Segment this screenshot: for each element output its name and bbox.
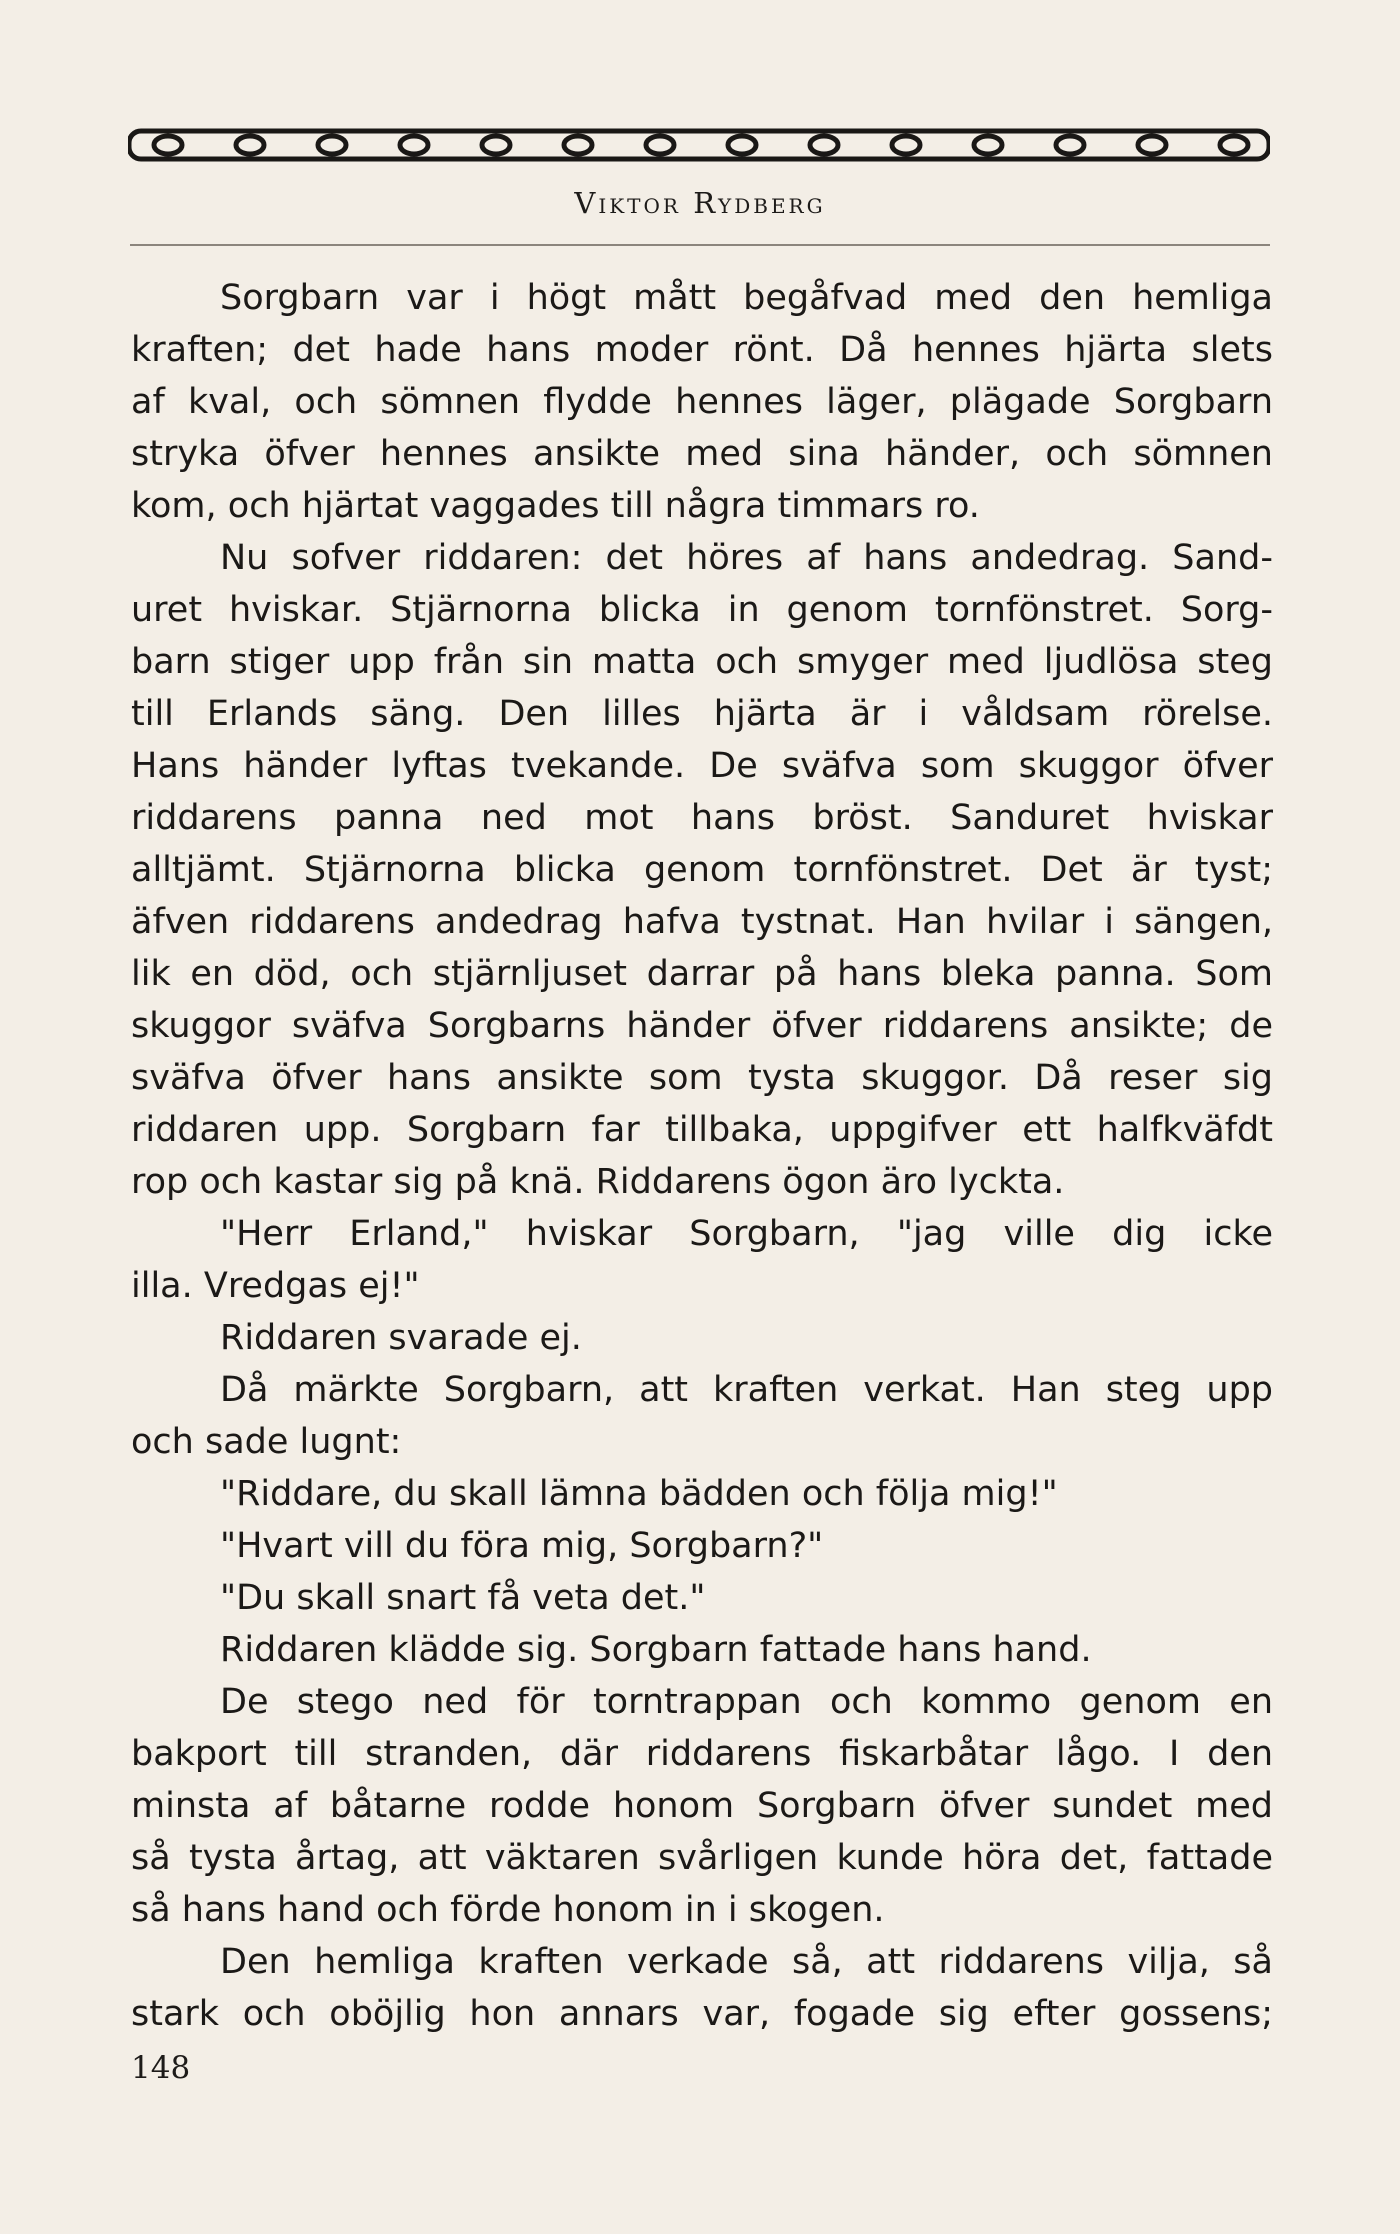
page-number: 148 — [131, 2050, 191, 2086]
text-line: stryka öfver hennes ansikte med sina händer, och sömnen — [131, 434, 1273, 474]
text-line: till Erlands säng. Den lilles hjärta är i våldsam rörelse. — [131, 694, 1273, 734]
text-line: skuggor sväfva Sorgbarns händer öfver riddarens ansikte; de — [131, 1006, 1273, 1046]
text-line: så tysta årtag, att väktaren svårligen kunde höra det, fattade — [131, 1838, 1273, 1878]
text-line: Riddaren klädde sig. Sorgbarn fattade hans hand. — [220, 1630, 1092, 1670]
text-line: Nu sofver riddaren: det höres af hans andedrag. Sand- — [220, 538, 1273, 578]
text-line: riddarens panna ned mot hans bröst. Sanduret hviskar — [131, 798, 1273, 838]
text-line: och sade lugnt: — [131, 1422, 402, 1462]
text-line: "Herr Erland," hviskar Sorgbarn, "jag ville dig icke — [220, 1214, 1273, 1254]
text-line: kraften; det hade hans moder rönt. Då hennes hjärta slets — [131, 330, 1273, 370]
chain-ornament — [128, 128, 1270, 162]
text-line: äfven riddarens andedrag hafva tystnat. Han hvilar i sängen, — [131, 902, 1273, 942]
text-line: sväfva öfver hans ansikte som tysta skuggor. Då reser sig — [131, 1058, 1273, 1098]
text-line: lik en död, och stjärnljuset darrar på hans bleka panna. Som — [131, 954, 1273, 994]
text-line: De stego ned för torntrappan och kommo genom en — [220, 1682, 1273, 1722]
text-line: illa. Vredgas ej!" — [131, 1266, 420, 1306]
text-line: rop och kastar sig på knä. Riddarens ögon äro lyckta. — [131, 1162, 1065, 1202]
text-line: barn stiger upp från sin matta och smyger med ljudlösa steg — [131, 642, 1273, 682]
text-line: Hans händer lyftas tvekande. De sväfva som skuggor öfver — [131, 746, 1273, 786]
text-line: minsta af båtarne rodde honom Sorgbarn öfver sundet med — [131, 1786, 1273, 1826]
text-line: kom, och hjärtat vaggades till några timmars ro. — [131, 486, 980, 526]
text-line: uret hviskar. Stjärnorna blicka in genom tornfönstret. Sorg- — [131, 590, 1273, 630]
text-line: riddaren upp. Sorgbarn far tillbaka, uppgifver ett halfkväfdt — [131, 1110, 1273, 1150]
text-line: "Riddare, du skall lämna bädden och följa mig!" — [220, 1474, 1058, 1514]
text-line: bakport till stranden, där riddarens fiskarbåtar lågo. I den — [131, 1734, 1273, 1774]
text-line: alltjämt. Stjärnorna blicka genom tornfönstret. Det är tyst; — [131, 850, 1273, 890]
running-title: Viktor Rydberg — [574, 186, 826, 220]
text-line: Då märkte Sorgbarn, att kraften verkat. Han steg upp — [220, 1370, 1273, 1410]
text-line: "Du skall snart få veta det." — [220, 1578, 706, 1618]
text-line: "Hvart vill du föra mig, Sorgbarn?" — [220, 1526, 824, 1566]
text-line: Den hemliga kraften verkade så, att riddarens vilja, så — [220, 1942, 1273, 1982]
text-line: af kval, och sömnen flydde hennes läger, plägade Sorgbarn — [131, 382, 1273, 422]
text-line: Riddaren svarade ej. — [220, 1318, 582, 1358]
text-line: Sorgbarn var i högt mått begåfvad med den hemliga — [220, 278, 1273, 318]
text-line: så hans hand och förde honom in i skogen. — [131, 1890, 885, 1930]
text-line: stark och oböjlig hon annars var, fogade sig efter gossens; — [131, 1994, 1273, 2034]
header-rule — [130, 244, 1270, 246]
body-text — [131, 272, 1273, 2040]
